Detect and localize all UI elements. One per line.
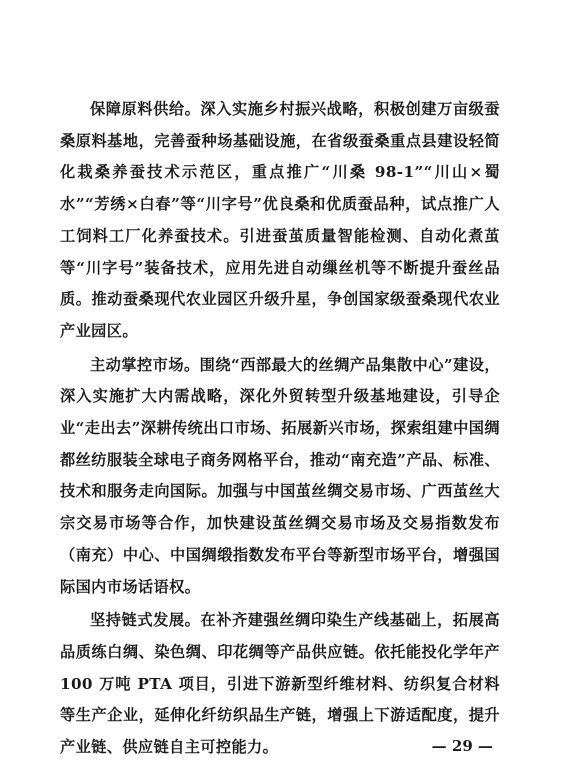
paragraph-chain-development: 坚持链式发展。在补齐建强丝绸印染生产线基础上，拓展高品质练白绸、染色绸、印花绸等产品供应链。依托能投化学年产 100 万吨 PTA 项目，引进下游新型纤维材料、纺织复合材料等生产企业，延伸化纤纺织品生产链，增强上下游适配度，提升产业链、供应链自主可控能力。 [60, 611, 500, 757]
paragraph-market: 主动掌控市场。围绕“西部最大的丝绸产品集散中心”建设，深入实施扩大内需战略，深化外贸转型升级基地建设，引导企业“走出去”深耕传统出口市场、拓展新兴市场，探索组建中国绸都丝纺服装全球电子商务网格平台，推动“南充造”产品、标准、技术和服务走向国际。加强与中国茧丝绸交易市场、广西茧丝大宗交易市场等合作，加快建设茧丝绸交易市场及交易指数发布（南充）中心、中国绸缎指数发布平台等新型市场平台，增强国际国内市场话语权。 [60, 355, 500, 596]
page-number: — 29 — [431, 737, 493, 755]
paragraph-raw-materials: 保障原料供给。深入实施乡村振兴战略，积极创建万亩级蚕桑原料基地，完善蚕种场基础设施，在省级蚕桑重点县建设轻简化栽桑养蚕技术示范区，重点推广“川桑 98-1”“川山×蜀水”“芳绣×白春”等“川字号”优良桑和优质蚕品种，试点推广人工饲料工厂化养蚕技术。引进蚕茧质量智能检测、自动化煮茧等“川字号”装备技术，应用先进自动缫丝机等不断提升蚕丝品质。推动蚕桑现代农业园区升级升星，争创国家级蚕桑现代农业产业园区。 [60, 100, 500, 340]
document-body [60, 94, 500, 766]
